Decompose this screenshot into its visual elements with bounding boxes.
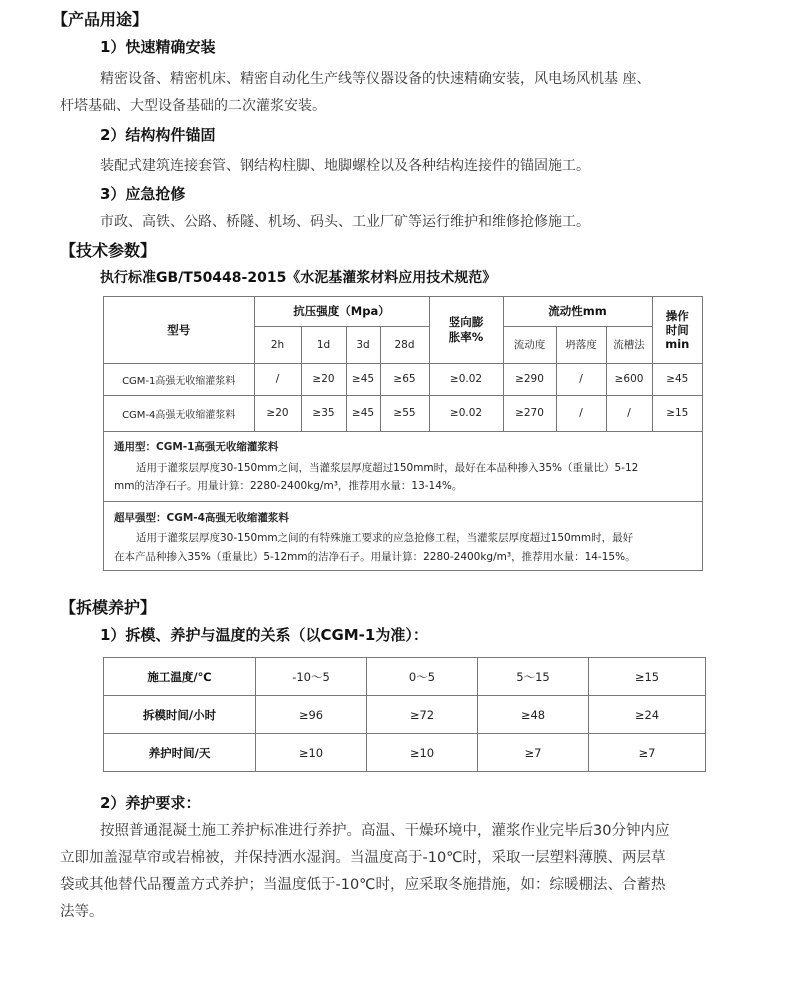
row-model: CGM-1高强无收缩灌浆料 — [104, 363, 254, 395]
table-cell: ≥72 — [367, 696, 478, 734]
header-strength: 抗压强度（Mpa） — [254, 297, 429, 326]
subheader-1d: 1d — [301, 326, 346, 363]
usage-text-3: 市政、高铁、公路、桥隧、机场、码头、工业厂矿等运行维护和维修抢修施工。 — [100, 214, 590, 230]
subheader-2h: 2h — [254, 326, 301, 363]
table-cell: -10～5 — [256, 658, 367, 696]
table-cell: 0～5 — [367, 658, 478, 696]
subheader-28d: 28d — [380, 326, 429, 363]
note-2-line-2: 在本产品种掺入35%（重量比）5-12mm的洁净石子。用量计算：2280-2400kg/m³，推荐用水量：14-15%。 — [114, 551, 636, 563]
row-model: CGM-4高强无收缩灌浆料 — [104, 395, 254, 431]
spec-table-box — [103, 296, 703, 571]
table-cell: / — [606, 395, 652, 431]
usage-text-2: 装配式建筑连接套管、钢结构柱脚、地脚螺栓以及各种结构连接件的锚固施工。 — [100, 158, 590, 174]
row-header: 施工温度/℃ — [104, 658, 256, 696]
table-cell: / — [556, 363, 606, 395]
table-row — [104, 363, 702, 395]
table-cell: ≥35 — [301, 395, 346, 431]
table-cell: ≥45 — [652, 363, 702, 395]
curing-subheading-2: 2）养护要求： — [100, 794, 201, 812]
table-cell: ≥15 — [589, 658, 706, 696]
row-header: 拆模时间/小时 — [104, 696, 256, 734]
table-cell: 5～15 — [478, 658, 589, 696]
note-1-line-1: 适用于灌浆层厚度30-150mm之间，当灌浆层厚度超过150mm时，最好在本品种掺入35%（重量比）5-12 — [136, 462, 639, 474]
curing-text-1: 按照普通混凝土施工养护标准进行养护。高温、干燥环境中，灌浆作业完毕后30分钟内应 — [100, 823, 670, 839]
table-cell: ≥96 — [256, 696, 367, 734]
table-cell: ≥65 — [380, 363, 429, 395]
note-divider — [104, 501, 702, 502]
curing-text-3: 袋或其他替代品覆盖方式养护；当温度低于-10℃时，应采取冬施措施，如：综暖棚法、合蓄热 — [60, 877, 666, 893]
row-header: 养护时间/天 — [104, 734, 256, 772]
usage-heading-2: 2）结构构件锚固 — [100, 126, 216, 144]
table-cell: ≥20 — [254, 395, 301, 431]
table-cell: / — [556, 395, 606, 431]
table-cell: ≥0.02 — [429, 363, 503, 395]
usage-heading-3: 3）应急抢修 — [100, 185, 186, 203]
subheader-3d: 3d — [346, 326, 380, 363]
header-operation-time: 操作时间min — [652, 297, 702, 363]
table-row — [104, 395, 702, 431]
table-row — [104, 658, 706, 696]
table-cell: ≥20 — [301, 363, 346, 395]
table-cell: ≥7 — [478, 734, 589, 772]
table-cell: ≥45 — [346, 363, 380, 395]
usage-text-1b: 杆塔基础、大型设备基础的二次灌浆安装。 — [60, 98, 326, 114]
table-cell: ≥10 — [367, 734, 478, 772]
note-1-line-2: mm的洁净石子。用量计算：2280-2400kg/m³，推荐用水量：13-14%。 — [114, 480, 463, 492]
note-2-title: 超早强型：CGM-4高强无收缩灌浆料 — [114, 512, 289, 524]
subheader-flow: 流动度 — [503, 326, 556, 363]
usage-heading-1: 1）快速精确安装 — [100, 38, 216, 56]
curing-section-title: 【拆模养护】 — [60, 598, 157, 617]
table-cell: ≥45 — [346, 395, 380, 431]
usage-section-title: 【产品用途】 — [52, 10, 149, 29]
table-row — [104, 696, 706, 734]
curing-text-4: 法等。 — [60, 904, 104, 920]
spec-table — [104, 297, 702, 432]
curing-subheading-1: 1）拆模、养护与温度的关系（以CGM-1为准）： — [100, 626, 428, 644]
table-cell: ≥0.02 — [429, 395, 503, 431]
table-cell: ≥7 — [589, 734, 706, 772]
table-cell: ≥600 — [606, 363, 652, 395]
note-1-title: 通用型：CGM-1高强无收缩灌浆料 — [114, 441, 279, 453]
curing-text-2: 立即加盖湿草帘或岩棉被，并保持洒水湿润。当温度高于-10℃时，采取一层塑料薄膜、两层草 — [60, 850, 666, 866]
table-cell: ≥270 — [503, 395, 556, 431]
header-model: 型号 — [104, 297, 254, 363]
table-cell: ≥10 — [256, 734, 367, 772]
subheader-trough: 流槽法 — [606, 326, 652, 363]
table-cell: / — [254, 363, 301, 395]
header-expansion: 竖向膨胀率% — [429, 297, 503, 363]
table-cell: ≥15 — [652, 395, 702, 431]
table-row — [104, 734, 706, 772]
table-cell: ≥24 — [589, 696, 706, 734]
standard-text: 执行标准GB/T50448-2015《水泥基灌浆材料应用技术规范》 — [100, 270, 497, 286]
usage-text-1a: 精密设备、精密机床、精密自动化生产线等仪器设备的快速精确安装，风电场风机基 座、 — [100, 71, 651, 87]
table-cell: ≥55 — [380, 395, 429, 431]
header-fluidity: 流动性mm — [503, 297, 652, 326]
temperature-table — [103, 657, 706, 772]
tech-section-title: 【技术参数】 — [60, 241, 157, 260]
table-cell: ≥48 — [478, 696, 589, 734]
note-2-line-1: 适用于灌浆层厚度30-150mm之间的有特殊施工要求的应急抢修工程，当灌浆层厚度超过150mm时，最好 — [136, 532, 634, 544]
subheader-slump: 坍落度 — [556, 326, 606, 363]
table-cell: ≥290 — [503, 363, 556, 395]
